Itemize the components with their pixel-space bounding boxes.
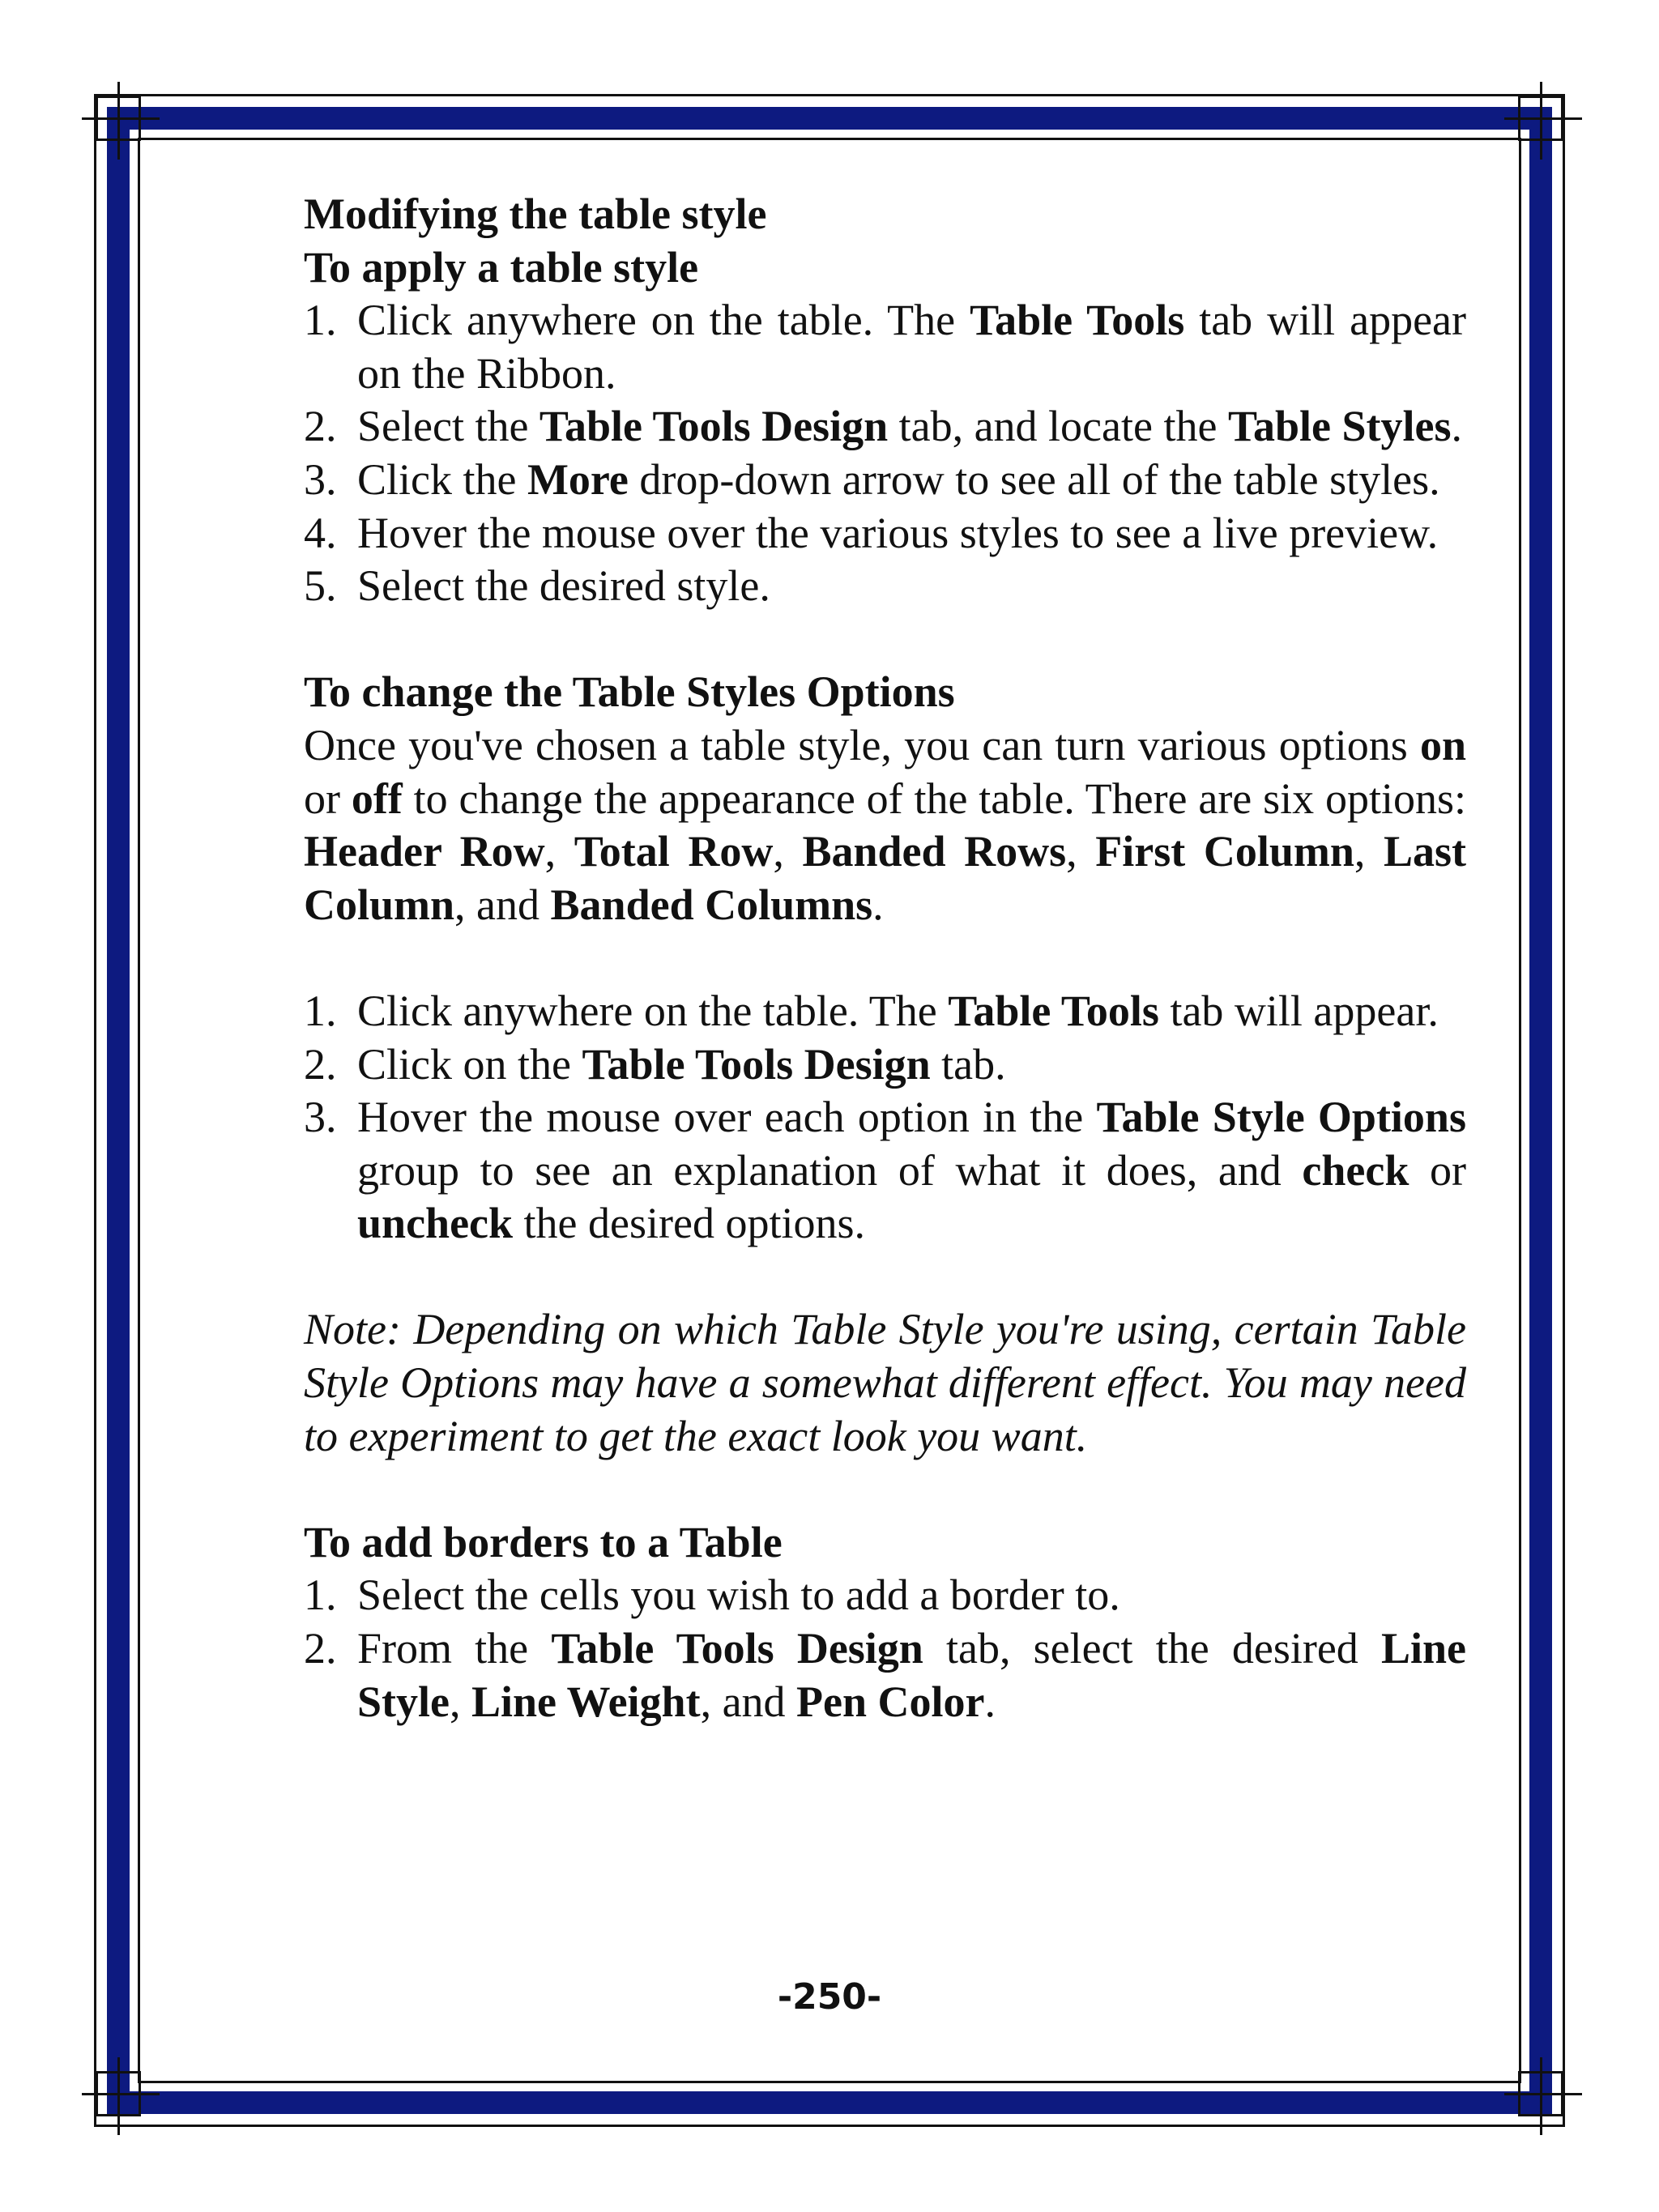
list-item: 2. Click on the Table Tools Design tab.: [304, 1038, 1466, 1092]
list-item: 3. Click the More drop-down arrow to see all of the table styles.: [304, 454, 1466, 507]
list-item: 5. Select the desired style.: [304, 560, 1466, 613]
list-item: 3. Hover the mouse over each option in the Table Style Options group to see an explanation of what it does, and check or uncheck the desired options.: [304, 1093, 1466, 1248]
list-item: 2. Select the Table Tools Design tab, and locate the Table Styles.: [304, 400, 1466, 454]
step-number: 2.: [304, 1039, 337, 1089]
step-number: 1.: [304, 986, 337, 1035]
section-title-borders: To add borders to a Table: [304, 1517, 783, 1566]
step-number: 2.: [304, 402, 337, 451]
list-item: 1. Click anywhere on the table. The Table Tools tab will appear.: [304, 985, 1466, 1038]
borders-steps: [304, 1569, 1466, 1728]
step-number: 1.: [304, 1571, 337, 1620]
corner-ornament-bottom-left: [96, 2071, 141, 2116]
step-number: 4.: [304, 508, 337, 557]
section-title-modifying: Modifying the table style: [304, 190, 767, 238]
step-number: 2.: [304, 1624, 337, 1673]
page-number: -250-: [777, 1976, 882, 2018]
apply-style-steps: [304, 294, 1466, 613]
paragraph-options-intro: Once you've chosen a table style, you can turn various options on or off to change the appearance of the table. There are six options: Header Row, Total Row, Banded Rows, First Column, Last Column, and Banded Columns.: [304, 720, 1466, 929]
step-number: 1.: [304, 296, 337, 345]
page-content: [304, 188, 1466, 1728]
section-title-styles-options: To change the Table Styles Options: [304, 667, 955, 717]
corner-ornament-top-left: [96, 96, 141, 141]
list-item: 4. Hover the mouse over the various styles to see a live preview.: [304, 507, 1466, 560]
note-paragraph: Note: Depending on which Table Style you're using, certain Table Style Options may have a somewhat different effect. You may need to experiment to get the exact look you want.: [304, 1305, 1466, 1460]
style-options-steps: [304, 985, 1466, 1251]
list-item: 1. Select the cells you wish to add a border to.: [304, 1569, 1466, 1622]
step-number: 3.: [304, 454, 337, 504]
section-subtitle-apply: To apply a table style: [304, 242, 699, 292]
step-number: 3.: [304, 1093, 337, 1142]
corner-ornament-bottom-right: [1518, 2071, 1563, 2116]
corner-ornament-top-right: [1518, 96, 1563, 141]
list-item: 1. Click anywhere on the table. The Table Tools tab will appear on the Ribbon.: [304, 296, 1466, 398]
list-item: 2. From the Table Tools Design tab, select the desired Line Style, Line Weight, and Pen Color.: [304, 1624, 1466, 1726]
step-number: 5.: [304, 561, 337, 611]
